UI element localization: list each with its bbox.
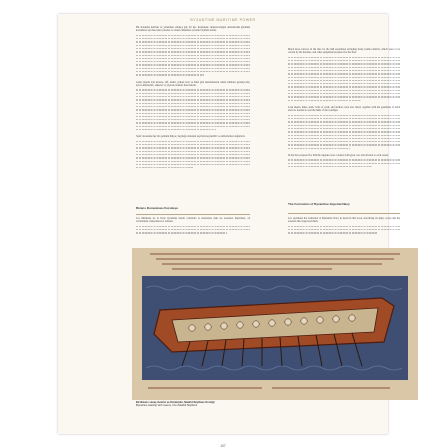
right-lower-text: [288, 217, 400, 234]
left-paragraph-4: Les bâtiments de la flotte byzantine furent construits et entretenus dans les arsenaux impériaux, où travaillaient charpentiers et artisans.: [136, 217, 250, 224]
caption-title: Bir Bizans savaş Gemisi ve Kürekçiler, Madrid Skylitzes Kroniği: [136, 401, 215, 404]
right-paragraph-1: Much more follows in the lists for the 949 expedition including many leather shields, which were to be carried by the marines, and other equipment prepared for the fleet.: [288, 48, 400, 55]
left-divider: [136, 214, 250, 215]
right-section-heading: The Formation of Byzantine Imperial Navy: [288, 203, 350, 206]
left-heading-block: [136, 207, 250, 211]
right-heading-block: [288, 203, 400, 207]
right-paragraph-3: In the lists prepared for 949 the supplies were counted with great care and allotted to each vessel.: [288, 154, 389, 158]
page-number: 107: [220, 444, 226, 448]
right-paragraph-2: Lead sheets, hides, nails, bolts of cloth, and anchors were also listed, together with the quantities of pitch and tow needed to seal the hulls of the warships.: [288, 105, 400, 113]
left-lower-text: [136, 217, 250, 234]
figure-caption: [136, 401, 336, 407]
right-column: [288, 48, 400, 167]
right-paragraph-4: Leo explained the formation of Byzantine Navy in detail in this book, describing its ships, crews and the arsenals that supported them.: [288, 217, 400, 224]
caption-subtitle: Byzantine warship with rowers, from Madrid Skylitzes: [136, 404, 198, 408]
left-column: [136, 26, 250, 168]
manuscript-warship-illustration: [132, 248, 418, 400]
warship-miniature: [132, 248, 418, 400]
book-page: [58, 14, 400, 448]
left-paragraph-1: Bir donanma kurmak ve yönetmek oldukça güç bir işti. Kaynaklar, imparatorluğun denizlerdeki gücünün korunması için harcanan çabaları ve alınan önlemleri ayrıntılı biçimde anlatır.: [136, 26, 250, 33]
left-paragraph-2: Gemi yapımı için kereste, zift, demir, yelken bezi ve halat gibi malzemelerin temin edilmesi gerekiyordu; ayrıca kürekçiler, askerler ve yiyecek stokları hazırlanırdı.: [136, 80, 250, 88]
left-paragraph-3: Sefer öncesinde her bir geminin ihtiyaç duyduğu donanım sayılarla kaydedilir ve ambarlardan dağıtılırdı.: [136, 135, 246, 139]
right-divider: [288, 213, 400, 214]
running-header: BYZANTINE MARITIME POWER: [190, 18, 256, 22]
left-section-heading: Bizans Donanması Kuruluşu: [136, 207, 178, 210]
